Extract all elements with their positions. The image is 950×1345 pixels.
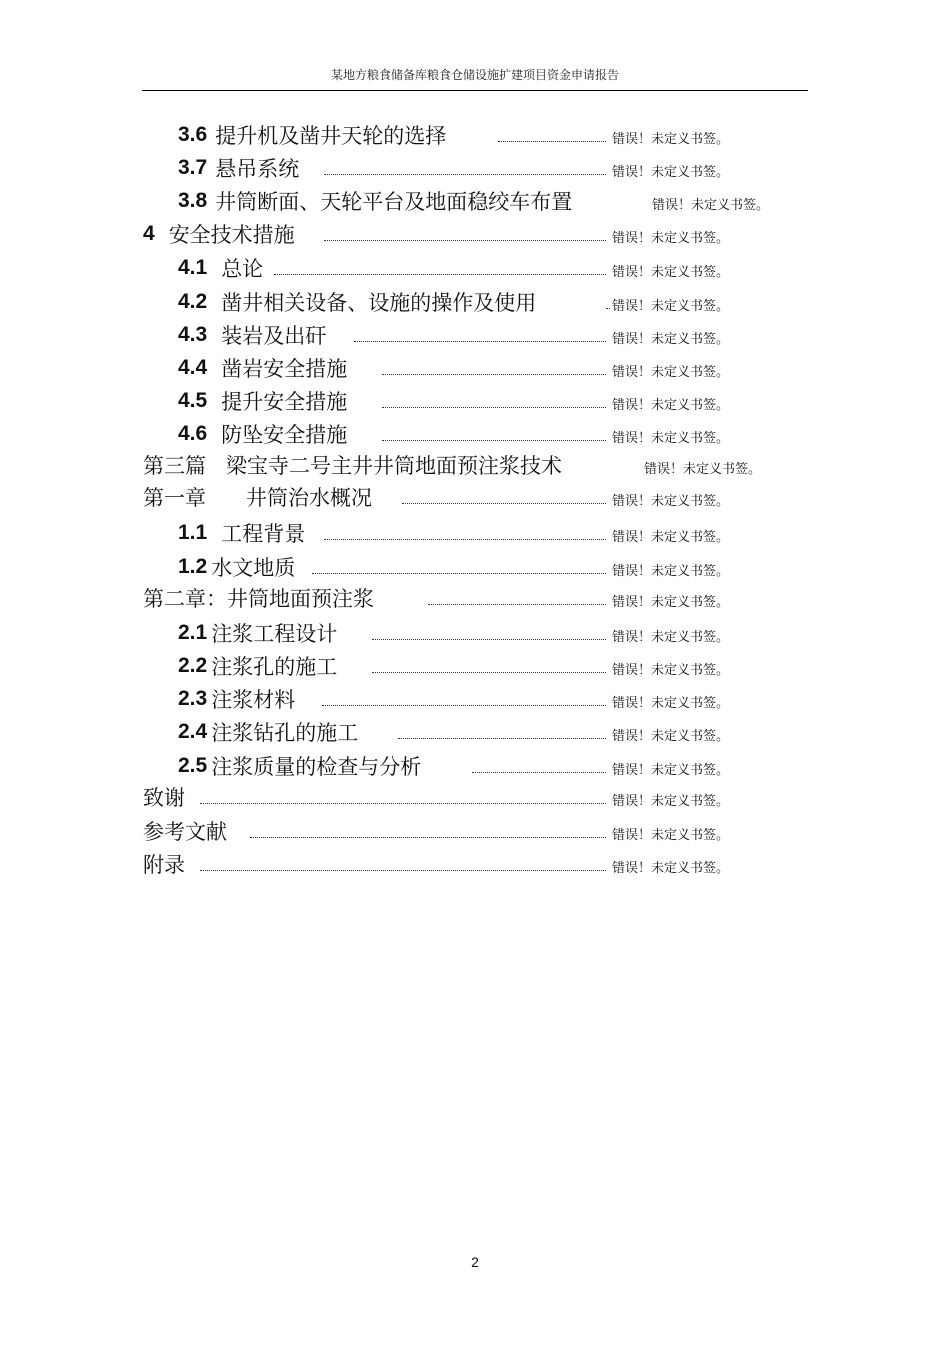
- toc-leader: [382, 395, 606, 408]
- toc-page-ref: 错误！未定义书签。: [612, 431, 730, 446]
- toc-entry[interactable]: [178, 684, 295, 714]
- toc-entry[interactable]: [178, 386, 347, 416]
- toc-entry[interactable]: [143, 482, 372, 512]
- toc-entry-number: 2.3: [178, 687, 208, 710]
- toc-page-ref: 错误！未定义书签。: [612, 564, 730, 579]
- toc-entry-number: 1.1: [178, 521, 208, 544]
- toc-entry-title: 提升安全措施: [221, 390, 348, 414]
- toc-entry-number: 4.2: [178, 290, 208, 313]
- toc-page-ref: 错误！未定义书签。: [644, 462, 762, 477]
- toc-leader: [354, 329, 606, 342]
- toc-entry-title: 注浆质量的检查与分析: [211, 755, 422, 779]
- toc-leader: [312, 561, 606, 574]
- toc-page-ref: 错误！未定义书签。: [612, 729, 730, 744]
- toc-entry-title: 凿井相关设备、设施的操作及使用: [221, 291, 537, 315]
- toc-page-ref: 错误！未定义书签。: [612, 332, 730, 347]
- toc-leader: [322, 693, 606, 706]
- toc-entry-title: 提升机及凿井天轮的选择: [215, 124, 447, 148]
- toc-entry-number: 2.5: [178, 754, 208, 777]
- toc-entry-title: 第三篇 梁宝寺二号主井井筒地面预注浆技术: [143, 454, 563, 478]
- toc-leader: [250, 825, 606, 838]
- toc-entry[interactable]: [178, 651, 337, 681]
- report-header-title: 某地方粮食储备库粮食仓储设施扩建项目资金申请报告: [330, 68, 619, 82]
- toc-leader: [324, 228, 606, 241]
- toc-page-ref: 错误！未定义书签。: [612, 299, 730, 314]
- toc-leader: [324, 527, 606, 540]
- toc-entry[interactable]: [178, 153, 299, 183]
- toc-page-ref: 错误！未定义书签。: [652, 198, 770, 213]
- toc-entry-number: 4.5: [178, 389, 208, 412]
- toc-entry[interactable]: [178, 353, 347, 383]
- toc-leader: [382, 428, 606, 441]
- toc-leader: [398, 726, 606, 739]
- toc-leader: [382, 362, 606, 375]
- toc-entry-title: 装岩及出矸: [221, 324, 327, 348]
- toc-entry[interactable]: [178, 618, 337, 648]
- toc-leader: [200, 858, 606, 871]
- toc-entry[interactable]: [178, 287, 536, 317]
- toc-leader: [324, 162, 606, 175]
- toc-leader: [498, 129, 606, 142]
- toc-entry-number: 1.2: [178, 555, 208, 578]
- toc-leader: [428, 592, 606, 605]
- toc-entry-title: 安全技术措施: [168, 223, 295, 247]
- toc-entry[interactable]: [143, 583, 374, 613]
- toc-entry[interactable]: [143, 849, 185, 879]
- toc-page-ref: 错误！未定义书签。: [612, 595, 730, 610]
- toc-entry-number: 4.4: [178, 356, 208, 379]
- toc-entry-title: 注浆材料: [211, 688, 296, 712]
- toc-entry-number: 3.6: [178, 123, 208, 146]
- toc-entry-title: 附录: [143, 853, 185, 877]
- toc-entry-title: 防坠安全措施: [221, 423, 348, 447]
- toc-entry-title: 凿岩安全措施: [221, 357, 348, 381]
- toc-leader: [372, 660, 606, 673]
- toc-entry[interactable]: [143, 782, 185, 812]
- toc-entry[interactable]: [178, 751, 421, 781]
- toc-entry-title: 悬吊系统: [215, 157, 300, 181]
- toc-page-ref: 错误！未定义书签。: [612, 165, 730, 180]
- toc-page-ref: 错误！未定义书签。: [612, 763, 730, 778]
- toc-entry-number: 2.4: [178, 720, 208, 743]
- toc-page-ref: 错误！未定义书签。: [612, 828, 730, 843]
- toc-entry-title: 水文地质: [211, 556, 296, 580]
- toc-page-ref: 错误！未定义书签。: [612, 398, 730, 413]
- toc-entry-title: 致谢: [143, 786, 185, 810]
- toc-entry[interactable]: [143, 816, 227, 846]
- toc-leader: [472, 760, 606, 773]
- toc-entry-title: 注浆孔的施工: [211, 655, 338, 679]
- toc-entry-number: 4.6: [178, 422, 208, 445]
- toc-page-ref: 错误！未定义书签。: [612, 365, 730, 380]
- toc-leader: [606, 296, 610, 309]
- toc-entry-title: 第二章：井筒地面预注浆: [143, 587, 374, 611]
- toc-entry[interactable]: [178, 120, 446, 150]
- toc-entry-number: 4.3: [178, 323, 208, 346]
- toc-page-ref: 错误！未定义书签。: [612, 794, 730, 809]
- toc-entry[interactable]: [178, 518, 305, 548]
- toc-entry-number: 3.7: [178, 156, 208, 179]
- toc-entry[interactable]: [178, 186, 572, 216]
- toc-entry-title: 注浆钻孔的施工: [211, 721, 359, 745]
- toc-page-ref: 错误！未定义书签。: [612, 861, 730, 876]
- toc-page-ref: 错误！未定义书签。: [612, 494, 730, 509]
- toc-entry-number: 3.8: [178, 189, 208, 212]
- toc-leader: [200, 791, 606, 804]
- toc-entry[interactable]: [178, 552, 295, 582]
- toc-entry-title: 总论: [221, 257, 264, 281]
- toc-page-ref: 错误！未定义书签。: [612, 696, 730, 711]
- toc-entry-title: 井筒断面、天轮平台及地面稳绞车布置: [215, 190, 573, 214]
- toc-entry-title: 注浆工程设计: [211, 622, 338, 646]
- toc-page-ref: 错误！未定义书签。: [612, 630, 730, 645]
- toc-page-ref: 错误！未定义书签。: [612, 530, 730, 545]
- toc-entry-title: 工程背景: [221, 522, 306, 546]
- toc-entry-title: 第一章 井筒治水概况: [143, 486, 373, 510]
- toc-leader: [274, 262, 606, 275]
- toc-leader: [372, 627, 606, 640]
- toc-entry-number: 2.1: [178, 621, 208, 644]
- toc-entry-number: 4.1: [178, 256, 208, 279]
- toc-page-ref: 错误！未定义书签。: [612, 663, 730, 678]
- toc-page-ref: 错误！未定义书签。: [612, 231, 730, 246]
- toc-entry[interactable]: [143, 219, 295, 249]
- toc-entry-title: 参考文献: [143, 820, 227, 844]
- page-number: 2: [471, 1254, 479, 1270]
- toc-entry[interactable]: [178, 419, 347, 449]
- toc-leader: [402, 491, 606, 504]
- toc-entry-number: 2.2: [178, 654, 208, 677]
- toc-entry-number: 4: [143, 222, 155, 245]
- toc-page-ref: 错误！未定义书签。: [612, 132, 730, 147]
- toc-page-ref: 错误！未定义书签。: [612, 265, 730, 280]
- toc-entry[interactable]: [143, 450, 562, 480]
- toc-entry[interactable]: [178, 320, 326, 350]
- toc-entry[interactable]: [178, 253, 263, 283]
- toc-entry[interactable]: [178, 717, 358, 747]
